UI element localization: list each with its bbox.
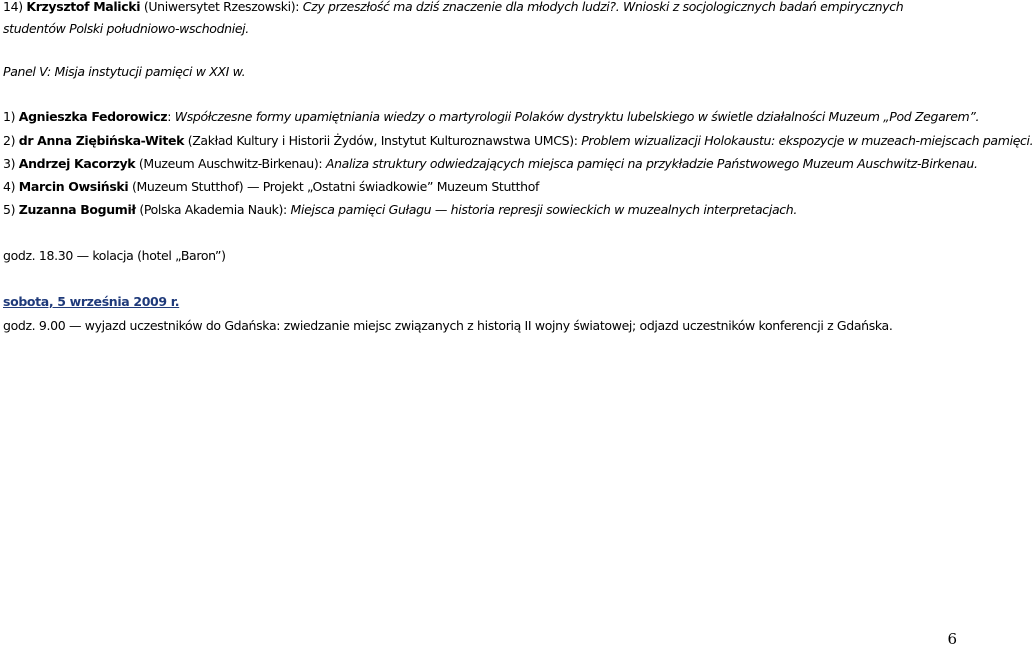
- departure-event: godz. 9.00 — wyjazd uczestników do Gdańska: zwiedzanie miejsc związanych z historią II wojny światowej; odjazd uczestników konferencji z Gdańska.: [3, 318, 893, 333]
- item-number: 5): [3, 202, 16, 217]
- item-number: 1): [3, 109, 16, 124]
- evening-event: godz. 18.30 — kolacja (hotel „Baron”): [3, 248, 226, 263]
- document-page: [3, 0, 1033, 337]
- spacer: [3, 221, 957, 243]
- page-number: 6: [947, 630, 957, 648]
- separator: :: [167, 109, 172, 124]
- panel-item-1: [3, 106, 980, 128]
- panel-heading: Panel V: Misja instytucji pamięci w XXI w.: [3, 64, 246, 79]
- speaker-name: Zuzanna Bogumił: [18, 202, 136, 217]
- speaker-name: Marcin Owsiński: [18, 179, 129, 194]
- speaker-affiliation: (Muzeum Stutthof) — Projekt „Ostatni świadkowie” Muzeum Stutthof: [131, 179, 540, 194]
- item-number: 14): [3, 0, 23, 14]
- speaker-name: Krzysztof Malicki: [26, 0, 141, 14]
- panel-item-3: [3, 153, 978, 175]
- speaker-affiliation: (Zakład Kultury i Historii Żydów, Instytut Kulturoznawstwa UMCS):: [187, 133, 578, 148]
- day-heading-link[interactable]: sobota, 5 września 2009 r.: [3, 294, 180, 309]
- item-number: 3): [3, 156, 16, 171]
- speaker-affiliation: (Muzeum Auschwitz-Birkenau):: [138, 156, 323, 171]
- panel-item-4: [3, 176, 957, 198]
- spacer: [3, 83, 957, 105]
- speaker-name: Agnieszka Fedorowicz: [18, 109, 168, 124]
- panel-item-5: [3, 199, 957, 221]
- speaker-affiliation: (Polska Akademia Nauk):: [139, 202, 287, 217]
- talk-item-14: [3, 0, 943, 40]
- item-number: 4): [3, 179, 16, 194]
- speaker-name: dr Anna Ziębińska-Witek: [18, 133, 185, 148]
- talk-title: Czy przeszłość ma dziś znaczenie dla młodych ludzi?. Wnioski z socjologicznych badań empirycznych studentów Polski południowo-wschodniej.: [3, 0, 904, 36]
- spacer: [3, 267, 957, 289]
- talk-title: Miejsca pamięci Gułagu — historia represji sowieckich w muzealnych interpretacjach.: [290, 202, 797, 217]
- talk-title: Problem wizualizacji Holokaustu: ekspozycje w muzeach-miejscach pamięci.: [581, 133, 1033, 148]
- talk-title: Analiza struktury odwiedzających miejsca pamięci na przykładzie Państwowego Muzeum Auschwitz-Birkenau.: [325, 156, 978, 171]
- speaker-affiliation: (Uniwersytet Rzeszowski):: [143, 0, 300, 14]
- talk-title: Współczesne formy upamiętniania wiedzy o martyrologii Polaków dystryktu lubelskiego w świetle działalności Muzeum „Pod Zegarem”.: [174, 109, 980, 124]
- speaker-name: Andrzej Kacorzyk: [18, 156, 136, 171]
- spacer: [3, 40, 957, 62]
- panel-item-2: [3, 130, 1033, 152]
- item-number: 2): [3, 133, 16, 148]
